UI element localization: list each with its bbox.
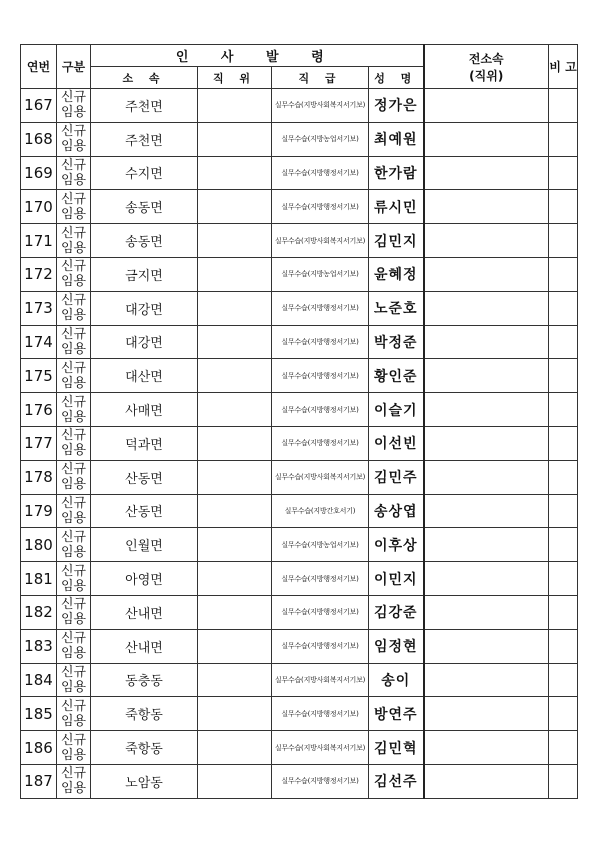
row-kind [57,629,91,663]
row-kind-line2: 임용 [60,679,87,695]
row-kind-line2: 임용 [60,578,87,594]
header-position: 직 위 [198,67,272,89]
table-row [21,257,578,291]
row-position [198,494,272,528]
row-kind-line2: 임용 [60,477,87,493]
row-grade: 실무수습(지방행정서기보) [272,562,369,596]
row-grade: 실무수습(지방농업서기보) [272,257,369,291]
row-kind-line2: 임용 [60,206,87,222]
row-grade: 실무수습(지방행정서기보) [272,595,369,629]
row-dept: 인월면 [91,528,198,562]
row-name: 이후상 [369,528,424,562]
row-kind [57,122,91,156]
header-grade: 직 급 [272,67,369,89]
table-row [21,494,578,528]
row-kind [57,595,91,629]
row-grade: 실무수습(지방행정서기보) [272,156,369,190]
row-position [198,595,272,629]
row-kind [57,697,91,731]
row-kind [57,731,91,765]
row-name: 김강준 [369,595,424,629]
header-prev-sub: (직위) [469,68,504,83]
row-position [198,528,272,562]
row-remark [549,731,578,765]
row-position [198,629,272,663]
row-name: 정가은 [369,89,424,123]
row-name: 방연주 [369,697,424,731]
row-kind-line1: 신규 [60,766,87,782]
row-kind-line1: 신규 [60,124,87,140]
row-prev [424,291,549,325]
row-kind-line2: 임용 [60,105,87,121]
row-kind-line2: 임용 [60,139,87,155]
row-prev [424,494,549,528]
row-name: 임정현 [369,629,424,663]
row-dept: 금지면 [91,257,198,291]
row-kind [57,190,91,224]
row-kind-line1: 신규 [60,698,87,714]
row-kind-line2: 임용 [60,341,87,357]
row-remark [549,89,578,123]
row-prev [424,426,549,460]
row-kind [57,562,91,596]
row-name: 이선빈 [369,426,424,460]
header-remark: 비 고 [549,45,578,89]
row-kind-line1: 신규 [60,631,87,647]
row-name: 노준호 [369,291,424,325]
row-number: 171 [21,224,57,258]
table-row [21,764,578,798]
row-position [198,764,272,798]
row-position [198,697,272,731]
row-name: 김민지 [369,224,424,258]
row-number: 174 [21,325,57,359]
row-kind-line1: 신규 [60,326,87,342]
row-prev [424,528,549,562]
row-kind [57,764,91,798]
row-position [198,257,272,291]
row-kind-line1: 신규 [60,529,87,545]
row-position [198,393,272,427]
row-prev [424,224,549,258]
row-prev [424,122,549,156]
row-remark [549,528,578,562]
row-position [198,460,272,494]
row-dept: 수지면 [91,156,198,190]
row-position [198,122,272,156]
row-kind-line1: 신규 [60,360,87,376]
row-dept: 산내면 [91,595,198,629]
row-dept: 주천면 [91,122,198,156]
row-number: 173 [21,291,57,325]
row-number: 187 [21,764,57,798]
row-kind-line1: 신규 [60,259,87,275]
table-row [21,156,578,190]
table-row [21,426,578,460]
row-position [198,190,272,224]
row-prev [424,190,549,224]
row-kind-line2: 임용 [60,172,87,188]
table-body [21,89,578,799]
row-remark [549,190,578,224]
row-grade: 실무수습(지방행정서기보) [272,393,369,427]
row-prev [424,156,549,190]
row-position [198,156,272,190]
row-dept: 대산면 [91,359,198,393]
row-kind-line2: 임용 [60,375,87,391]
row-number: 175 [21,359,57,393]
row-position [198,731,272,765]
row-kind-line1: 신규 [60,225,87,241]
header-prev-label: 전소속 [468,51,504,66]
row-position [198,291,272,325]
row-number: 179 [21,494,57,528]
header-dept: 소 속 [91,67,198,89]
row-kind-line2: 임용 [60,443,87,459]
row-kind-line2: 임용 [60,646,87,662]
row-grade: 실무수습(지방간호서기) [272,494,369,528]
row-dept: 동충동 [91,663,198,697]
row-dept: 산동면 [91,494,198,528]
row-name: 김민혁 [369,731,424,765]
row-kind [57,156,91,190]
row-remark [549,697,578,731]
table-row [21,731,578,765]
row-grade: 실무수습(지방행정서기보) [272,291,369,325]
row-kind-line1: 신규 [60,191,87,207]
row-grade: 실무수습(지방사회복지서기보) [272,89,369,123]
row-kind [57,528,91,562]
row-grade: 실무수습(지방행정서기보) [272,426,369,460]
row-number: 167 [21,89,57,123]
row-dept: 덕과면 [91,426,198,460]
row-kind-line2: 임용 [60,274,87,290]
row-grade: 실무수습(지방행정서기보) [272,325,369,359]
row-prev [424,393,549,427]
row-kind-line2: 임용 [60,240,87,256]
row-kind-line2: 임용 [60,781,87,797]
row-dept: 산내면 [91,629,198,663]
row-position [198,562,272,596]
row-dept: 사매면 [91,393,198,427]
table-row [21,224,578,258]
row-prev [424,663,549,697]
row-kind [57,291,91,325]
header-no: 연번 [21,45,57,89]
row-prev [424,595,549,629]
row-number: 185 [21,697,57,731]
row-kind [57,663,91,697]
row-kind-line2: 임용 [60,308,87,324]
row-grade: 실무수습(지방행정서기보) [272,697,369,731]
table-row [21,89,578,123]
row-position [198,426,272,460]
row-kind-line1: 신규 [60,597,87,613]
row-kind-line1: 신규 [60,90,87,106]
row-number: 180 [21,528,57,562]
row-name: 송상엽 [369,494,424,528]
table-row [21,460,578,494]
row-number: 178 [21,460,57,494]
row-kind-line2: 임용 [60,544,87,560]
table-row [21,528,578,562]
row-remark [549,291,578,325]
row-dept: 대강면 [91,325,198,359]
table-row [21,595,578,629]
row-prev [424,731,549,765]
row-position [198,359,272,393]
row-name: 박정준 [369,325,424,359]
row-remark [549,494,578,528]
row-number: 168 [21,122,57,156]
header-name: 성 명 [369,67,424,89]
row-prev [424,89,549,123]
row-number: 184 [21,663,57,697]
row-dept: 송동면 [91,190,198,224]
row-number: 172 [21,257,57,291]
row-position [198,89,272,123]
row-dept: 산동면 [91,460,198,494]
row-number: 170 [21,190,57,224]
row-name: 최예원 [369,122,424,156]
row-prev [424,629,549,663]
row-remark [549,764,578,798]
table-row [21,359,578,393]
row-grade: 실무수습(지방사회복지서기보) [272,663,369,697]
row-kind [57,224,91,258]
row-grade: 실무수습(지방사회복지서기보) [272,224,369,258]
row-grade: 실무수습(지방행정서기보) [272,764,369,798]
table-row [21,291,578,325]
row-remark [549,562,578,596]
row-kind [57,460,91,494]
row-kind-line1: 신규 [60,495,87,511]
row-name: 류시민 [369,190,424,224]
table-row [21,122,578,156]
table-row [21,562,578,596]
row-kind [57,89,91,123]
personnel-table [20,44,578,799]
row-remark [549,393,578,427]
row-remark [549,224,578,258]
row-remark [549,325,578,359]
row-number: 169 [21,156,57,190]
row-remark [549,156,578,190]
row-prev [424,764,549,798]
row-position [198,663,272,697]
row-dept: 아영면 [91,562,198,596]
row-remark [549,426,578,460]
row-prev [424,325,549,359]
row-remark [549,359,578,393]
row-grade: 실무수습(지방행정서기보) [272,629,369,663]
table-row [21,629,578,663]
row-number: 182 [21,595,57,629]
row-grade: 실무수습(지방사회복지서기보) [272,731,369,765]
row-prev [424,562,549,596]
row-dept: 주천면 [91,89,198,123]
row-kind-line2: 임용 [60,409,87,425]
row-grade: 실무수습(지방사회복지서기보) [272,460,369,494]
row-name: 이슬기 [369,393,424,427]
row-kind-line2: 임용 [60,713,87,729]
row-name: 윤혜정 [369,257,424,291]
row-kind-line1: 신규 [60,732,87,748]
row-number: 186 [21,731,57,765]
row-name: 김선주 [369,764,424,798]
row-kind-line1: 신규 [60,428,87,444]
table-row [21,190,578,224]
row-kind-line2: 임용 [60,747,87,763]
row-grade: 실무수습(지방행정서기보) [272,190,369,224]
table-row [21,393,578,427]
row-prev [424,460,549,494]
row-dept: 노암동 [91,764,198,798]
row-dept: 대강면 [91,291,198,325]
row-kind-line1: 신규 [60,157,87,173]
row-prev [424,359,549,393]
row-number: 183 [21,629,57,663]
row-number: 177 [21,426,57,460]
row-name: 이민지 [369,562,424,596]
row-prev [424,257,549,291]
row-remark [549,595,578,629]
row-remark [549,629,578,663]
row-kind-line1: 신규 [60,462,87,478]
row-kind [57,393,91,427]
row-dept: 송동면 [91,224,198,258]
row-kind-line1: 신규 [60,563,87,579]
row-remark [549,663,578,697]
row-grade: 실무수습(지방행정서기보) [272,359,369,393]
row-kind-line2: 임용 [60,612,87,628]
row-name: 김민주 [369,460,424,494]
row-kind [57,359,91,393]
row-name: 황인준 [369,359,424,393]
header-order: 인 사 발 령 [91,45,424,67]
row-kind-line1: 신규 [60,293,87,309]
row-kind-line2: 임용 [60,510,87,526]
row-kind [57,325,91,359]
row-dept: 죽항동 [91,731,198,765]
row-prev [424,697,549,731]
row-number: 176 [21,393,57,427]
row-grade: 실무수습(지방농업서기보) [272,122,369,156]
row-remark [549,122,578,156]
row-name: 한가람 [369,156,424,190]
row-grade: 실무수습(지방농업서기보) [272,528,369,562]
row-kind [57,426,91,460]
header-prev [424,45,549,89]
row-kind [57,257,91,291]
row-name: 송이 [369,663,424,697]
row-position [198,325,272,359]
table-row [21,663,578,697]
row-remark [549,460,578,494]
table-row [21,697,578,731]
row-kind-line1: 신규 [60,394,87,410]
row-dept: 죽항동 [91,697,198,731]
row-remark [549,257,578,291]
table-row [21,325,578,359]
row-kind-line1: 신규 [60,664,87,680]
row-number: 181 [21,562,57,596]
row-position [198,224,272,258]
row-kind [57,494,91,528]
header-kind: 구분 [57,45,91,89]
